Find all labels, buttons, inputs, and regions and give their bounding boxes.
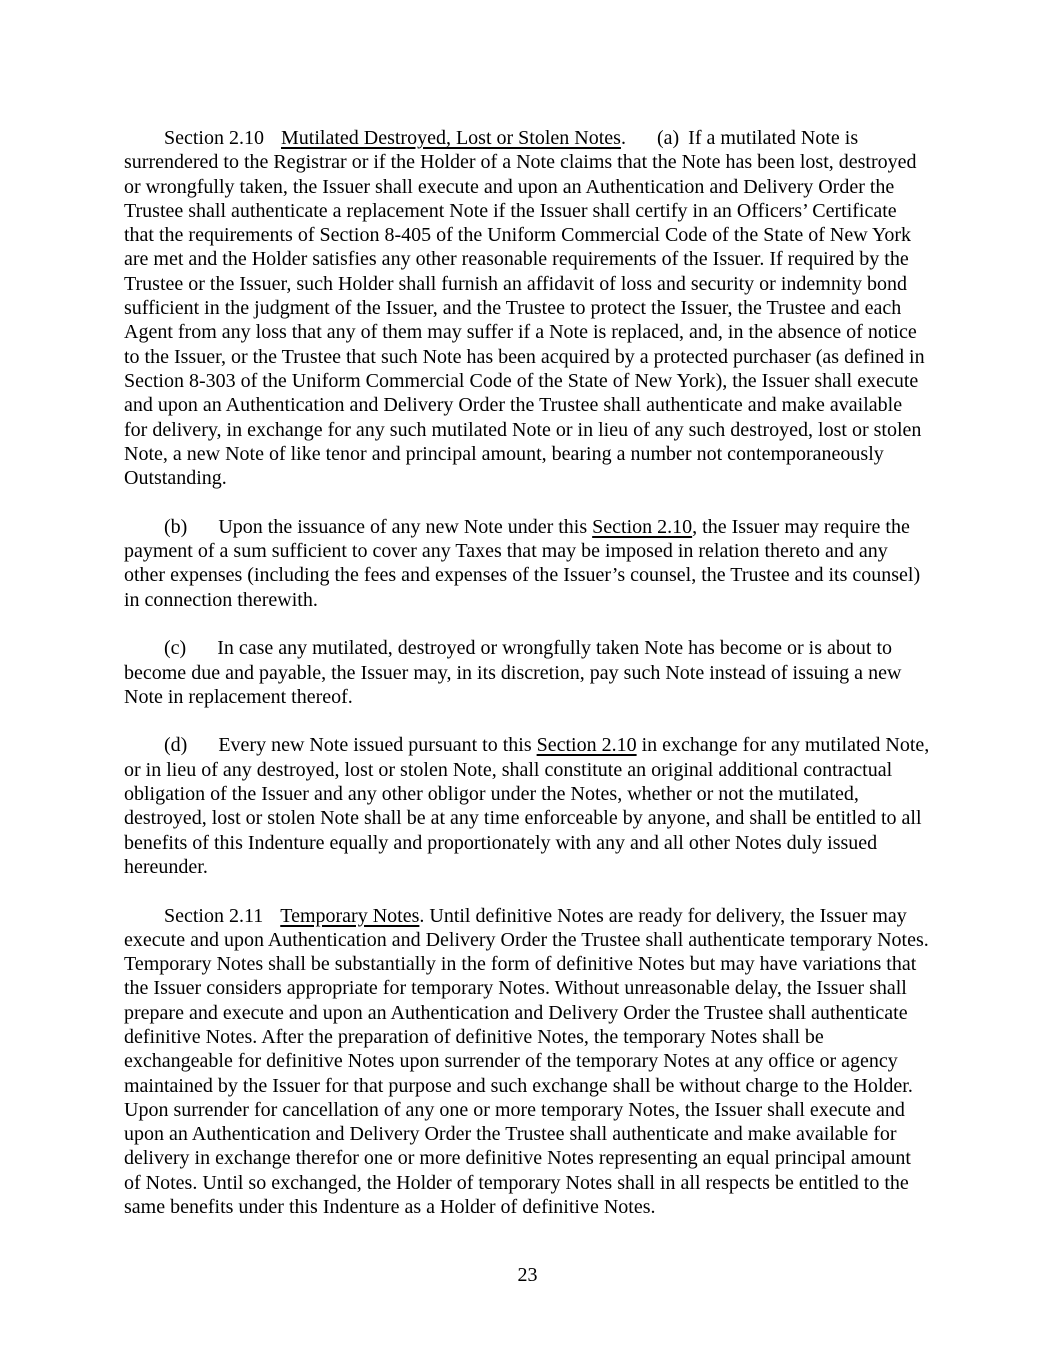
paragraph-body: , the Issuer may require the payment of a sum sufficient to cover any Taxes that may be imposed in relation thereto and any other expenses (including the fees and expenses of the Issuer’s counsel, the Trustee and its counsel) in connection therewith. (124, 515, 921, 611)
section-number: Section 2.11 (164, 904, 264, 927)
section-cross-reference: Section 2.10 (536, 734, 637, 757)
paragraph-body: If a mutilated Note is surrendered to the Registrar or if the Holder of a Note claims that the Note has been lost, destroyed or wrongfully taken, the Issuer shall execute and upon an Authentication and Delivery Order the Trustee shall authenticate a replacement Note if the Issuer shall certify in an Officers’ Certificate that the requirements of Section 8-405 of the Uniform Commercial Code of the State of New York are met and the Holder satisfies any other reasonable requirements of the Issuer. If required by the Trustee or the Issuer, such Holder shall furnish an affidavit of loss and security or indemnity bond sufficient in the judgment of the Issuer, and the Trustee to protect the Issuer, the Trustee and each Agent from any loss that any of them may suffer if a Note is replaced, and, in the absence of notice to the Issuer, or the Trustee that such Note has been acquired by a protected purchaser (as defined in Section 8-303 of the Uniform Commercial Code of the State of New York), the Issuer shall execute and upon an Authentication and Delivery Order the Trustee shall authenticate and make available for delivery, in exchange for any such mutilated Note or in lieu of any such destroyed, lost or stolen Note, a new Note of like tenor and principal amount, bearing a number not contemporaneously Outstanding. (124, 127, 925, 490)
paragraph-label: (a) (656, 127, 680, 149)
page-number: 23 (517, 1264, 538, 1286)
section-number: Section 2.10 (164, 127, 264, 149)
paragraph-section-2-11 (124, 904, 930, 1220)
section-title: Mutilated Destroyed, Lost or Stolen Notes (281, 127, 621, 149)
paragraph-section-2-10-a (124, 126, 930, 490)
section-title: Temporary Notes (280, 904, 420, 927)
section-cross-reference: Section 2.10 (592, 515, 693, 538)
paragraph-section-2-10-d (124, 733, 930, 879)
paragraph-body: . Until definitive Notes are ready for delivery, the Issuer may execute and upon Authentication and Delivery Order the Trustee shall authenticate temporary Notes. Temporary Notes shall be substantially in the form of definitive Notes but may have variations that the Issuer considers appropriate for temporary Notes. Without unreasonable delay, the Issuer shall prepare and execute and upon an Authentication and Delivery Order the Trustee shall authenticate definitive Notes. After the preparation of definitive Notes, the temporary Notes shall be exchangeable for definitive Notes upon surrender of the temporary Notes at any office or agency maintained by the Issuer for that purpose and such exchange shall be without charge to the Holder. Upon surrender for cancellation of any one or more temporary Notes, the Issuer shall execute and upon an Authentication and Delivery Order the Trustee shall authenticate and make available for delivery in exchange therefor one or more definitive Notes representing an equal principal amount of Notes. Until so exchanged, the Holder of temporary Notes shall in all respects be entitled to the same benefits under this Indenture as a Holder of definitive Notes. (124, 904, 929, 1219)
paragraph-label: (c) (164, 637, 187, 660)
section-title-period: . (620, 127, 626, 149)
document-body (124, 126, 930, 1244)
paragraph-section-2-10-c (124, 636, 930, 709)
paragraph-body: In case any mutilated, destroyed or wrongfully taken Note has become or is about to become due and payable, the Issuer may, in its discretion, pay such Note instead of issuing a new Note in replacement thereof. (124, 637, 902, 708)
paragraph-section-2-10-b (124, 515, 930, 612)
paragraph-label: (d) (164, 734, 188, 757)
paragraph-label: (b) (164, 515, 188, 538)
paragraph-body: in exchange for any mutilated Note, or in lieu of any destroyed, lost or stolen Note, shall constitute an original additional contractual obligation of the Issuer and any other obligor under the Notes, whether or not the mutilated, destroyed, lost or stolen Note shall be at any time enforceable by anyone, and shall be entitled to all benefits of this Indenture equally and proportionately with any and all other Notes duly issued hereunder. (124, 734, 930, 878)
paragraph-body: Upon the issuance of any new Note under this (218, 515, 593, 538)
paragraph-body: Every new Note issued pursuant to this (218, 734, 537, 757)
